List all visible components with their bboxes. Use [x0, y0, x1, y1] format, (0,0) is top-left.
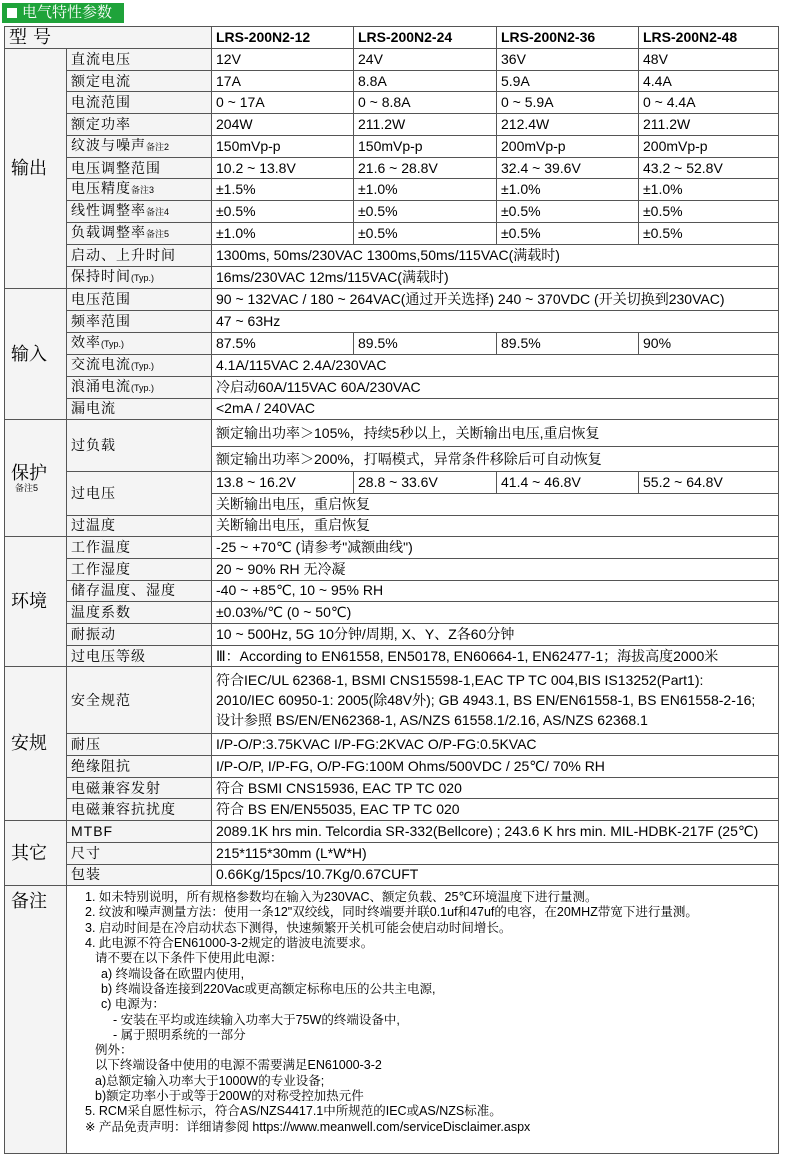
- output-row: [5, 201, 779, 223]
- row-label: [67, 734, 212, 756]
- value-cell: 0 ~ 8.8A: [354, 92, 497, 114]
- section-title: 电气特性参数: [22, 4, 113, 21]
- voltage-value: 90 ~ 132VAC / 180 ~ 264VAC(通过开关选择) 240 ~ 370VDC (开关切换到230VAC): [212, 289, 779, 311]
- value-cell: ±0.5%: [354, 201, 497, 223]
- env-value: ±0.03%/℃ (0 ~ 50℃): [212, 602, 779, 624]
- row-label: [67, 602, 212, 624]
- value-cell: 8.8A: [354, 70, 497, 92]
- value-cell: ±1.0%: [639, 179, 779, 201]
- row-label-note: 备注2: [146, 141, 170, 152]
- ov-value: 28.8 ~ 33.6V: [354, 472, 497, 494]
- row-label-text: 温度系数: [71, 604, 131, 621]
- note-line: c) 电源为：: [101, 997, 165, 1012]
- others-row: [5, 842, 779, 864]
- env-value: -25 ~ +70℃ (请参考"减额曲线"): [212, 537, 779, 559]
- safety-standard-line: 2010/IEC 60950-1: 2005(除48V外); GB 4943.1, BS EN/EN61558-1, BS EN61558-2-16;: [216, 692, 756, 709]
- value-cell: 32.4 ~ 39.6V: [497, 157, 639, 179]
- row-label-note: (Typ.): [101, 338, 125, 349]
- square-icon: [7, 8, 17, 18]
- leak-value: <2mA / 240VAC: [212, 398, 779, 420]
- row-label: [67, 49, 212, 71]
- model-row: [5, 27, 779, 49]
- row-label-note: 备注4: [146, 207, 170, 218]
- row-label: [67, 799, 212, 821]
- row-label: [67, 114, 212, 136]
- input-row: [5, 332, 779, 354]
- ac-value: 4.1A/115VAC 2.4A/230VAC: [212, 354, 779, 376]
- row-label-note: (Typ.): [131, 273, 155, 284]
- value-cell: 211.2W: [354, 114, 497, 136]
- output-row: [5, 70, 779, 92]
- row-label-text: 安全规范: [71, 691, 131, 708]
- ov-value: 13.8 ~ 16.2V: [212, 472, 354, 494]
- row-label-text: 储存温度、湿度: [71, 582, 176, 599]
- input-row: [5, 289, 779, 311]
- category-protection: [5, 420, 67, 537]
- hold-value: 16ms/230VAC 12ms/115VAC(满载时): [212, 267, 779, 289]
- output-row: [5, 114, 779, 136]
- row-label: [67, 580, 212, 602]
- emc-value: 符合 BSMI CNS15936, EAC TP TC 020: [212, 777, 779, 799]
- row-label: [67, 157, 212, 179]
- row-label-text: 尺寸: [71, 844, 101, 861]
- note-line: 请不要在以下条件下使用此电源：: [95, 951, 283, 966]
- value-cell: 150mVp-p: [212, 135, 354, 157]
- eff-value: 89.5%: [354, 332, 497, 354]
- row-label-note: (Typ.): [131, 360, 155, 371]
- protection-row: [5, 472, 779, 494]
- safety-standards: [212, 667, 779, 734]
- value-cell: ±0.5%: [212, 201, 354, 223]
- category-protection-note: 备注5: [15, 482, 39, 493]
- row-label-text: 过温度: [71, 517, 116, 534]
- note-line: b)额定功率小于或等于200W的对称受控加热元件: [95, 1089, 364, 1104]
- row-label-text: 直流电压: [71, 50, 131, 67]
- category-output: 输出: [5, 49, 67, 289]
- safety-row: [5, 734, 779, 756]
- row-label: 过电压: [67, 472, 212, 515]
- row-label-text: 效率: [71, 333, 101, 350]
- row-label-text: 耐压: [71, 736, 101, 753]
- model-name: LRS-200N2-24: [354, 27, 497, 49]
- category-safety: 安规: [5, 667, 67, 821]
- output-row: [5, 157, 779, 179]
- model-name: LRS-200N2-48: [639, 27, 779, 49]
- note-line: - 安装在平均或连续输入功率大于75W的终端设备中,: [113, 1012, 400, 1027]
- row-label: [67, 223, 212, 245]
- row-label-text: 过电压等级: [71, 647, 146, 664]
- environment-row: [5, 624, 779, 646]
- row-label: [67, 645, 212, 667]
- value-cell: 48V: [639, 49, 779, 71]
- value-cell: 150mVp-p: [354, 135, 497, 157]
- row-label-text: 工作温度: [71, 539, 131, 556]
- value-cell: 43.2 ~ 52.8V: [639, 157, 779, 179]
- row-label-text: MTBF: [71, 822, 114, 839]
- row-label: [67, 537, 212, 559]
- value-cell: 200mVp-p: [497, 135, 639, 157]
- value-cell: ±1.5%: [212, 179, 354, 201]
- row-label-note: (Typ.): [131, 382, 155, 393]
- ov-mode: 关断输出电压，重启恢复: [212, 493, 779, 515]
- mtbf-value: 2089.1K hrs min. Telcordia SR-332(Bellcore) ; 243.6 K hrs min. MIL-HDBK-217F (25℃): [212, 821, 779, 843]
- protection-row: [5, 420, 779, 447]
- value-cell: 204W: [212, 114, 354, 136]
- others-row: [5, 821, 779, 843]
- input-row: [5, 354, 779, 376]
- value-cell: ±1.0%: [212, 223, 354, 245]
- row-label: [67, 777, 212, 799]
- value-cell: 0 ~ 4.4A: [639, 92, 779, 114]
- row-label: [67, 289, 212, 311]
- note-line: a)总额定输入功率大于1000W的专业设备;: [95, 1073, 325, 1088]
- safety-standard-line: 符合IEC/UL 62368-1, BSMI CNS15598-1,EAC TP TC 004,BIS IS13252(Part1):: [216, 672, 704, 689]
- value-cell: 17A: [212, 70, 354, 92]
- environment-row: [5, 580, 779, 602]
- row-label: [67, 135, 212, 157]
- freq-value: 47 ~ 63Hz: [212, 310, 779, 332]
- category-notes: 备注: [5, 886, 67, 1154]
- row-label: [67, 310, 212, 332]
- value-cell: 36V: [497, 49, 639, 71]
- pack-value: 0.66Kg/15pcs/10.7Kg/0.67CUFT: [212, 864, 779, 886]
- output-row: [5, 267, 779, 289]
- row-label: [67, 667, 212, 734]
- env-value: -40 ~ +85℃, 10 ~ 95% RH: [212, 580, 779, 602]
- notes-row: [5, 886, 779, 1154]
- row-label: [67, 267, 212, 289]
- environment-row: [5, 558, 779, 580]
- note-line: 1. 如未特别说明，所有规格参数均在输入为230VAC、额定负载、25℃环境温度下进行量测。: [85, 890, 598, 905]
- safety-standard-line: 设计参照 BS/EN/EN62368-1, AS/NZS 61558.1/2.16, AS/NZS 62368.1: [216, 712, 648, 729]
- row-label-text: 漏电流: [71, 400, 116, 417]
- startup-value: 1300ms, 50ms/230VAC 1300ms,50ms/115VAC(满载时): [212, 245, 779, 267]
- value-cell: ±1.0%: [497, 179, 639, 201]
- withstand-value: I/P-O/P:3.75KVAC I/P-FG:2KVAC O/P-FG:0.5KVAC: [212, 734, 779, 756]
- row-label: [67, 201, 212, 223]
- row-label: [67, 624, 212, 646]
- row-label: [67, 245, 212, 267]
- inrush-value: 冷启动60A/115VAC 60A/230VAC: [212, 376, 779, 398]
- row-label: [67, 376, 212, 398]
- input-row: [5, 310, 779, 332]
- ov-value: 55.2 ~ 64.8V: [639, 472, 779, 494]
- value-cell: 200mVp-p: [639, 135, 779, 157]
- row-label: [67, 92, 212, 114]
- value-cell: 211.2W: [639, 114, 779, 136]
- row-label: [67, 515, 212, 537]
- safety-row: [5, 756, 779, 778]
- note-line: b) 终端设备连接到220Vac或更高额定标称电压的公共主电源,: [101, 981, 436, 996]
- iso-value: I/P-O/P, I/P-FG, O/P-FG:100M Ohms/500VDC / 25℃/ 70% RH: [212, 756, 779, 778]
- eff-value: 87.5%: [212, 332, 354, 354]
- output-row: [5, 223, 779, 245]
- row-label: [67, 332, 212, 354]
- row-label-text: 电压精度: [71, 180, 131, 197]
- row-label: [67, 354, 212, 376]
- safety-row: [5, 799, 779, 821]
- note-line: - 属于照明系统的一部分: [113, 1027, 246, 1042]
- row-label: [67, 70, 212, 92]
- output-row: [5, 92, 779, 114]
- row-label-text: 频率范围: [71, 312, 131, 329]
- row-label-text: 保持时间: [71, 268, 131, 285]
- category-protection-text: 保护: [11, 462, 47, 483]
- environment-row: [5, 537, 779, 559]
- row-label-text: 启动、上升时间: [71, 247, 176, 264]
- note-line: 例外：: [95, 1043, 133, 1058]
- output-row: [5, 179, 779, 201]
- row-label: [67, 179, 212, 201]
- eff-value: 89.5%: [497, 332, 639, 354]
- input-row: [5, 376, 779, 398]
- row-label-note: 备注5: [146, 229, 170, 240]
- env-value: Ⅲ：According to EN61558, EN50178, EN60664-1, EN62477-1；海拔高度2000米: [212, 645, 779, 667]
- output-row: [5, 135, 779, 157]
- row-label-text: 额定功率: [71, 115, 131, 132]
- value-cell: 24V: [354, 49, 497, 71]
- section-header: [2, 3, 124, 23]
- ems-value: 符合 BS EN/EN55035, EAC TP TC 020: [212, 799, 779, 821]
- note-line: 4. 此电源不符合EN61000-3-2规定的谐波电流要求。: [85, 936, 374, 951]
- row-label: [67, 864, 212, 886]
- notes-content: [67, 886, 779, 1154]
- value-cell: 12V: [212, 49, 354, 71]
- row-label-text: 交流电流: [71, 355, 131, 372]
- output-row: [5, 49, 779, 71]
- safety-row: [5, 777, 779, 799]
- category-environment: 环境: [5, 537, 67, 667]
- row-label-text: 绝缘阻抗: [71, 757, 131, 774]
- value-cell: ±0.5%: [639, 201, 779, 223]
- ov-value: 41.4 ~ 46.8V: [497, 472, 639, 494]
- value-cell: ±0.5%: [354, 223, 497, 245]
- ot-value: 关断输出电压，重启恢复: [212, 515, 779, 537]
- others-row: [5, 864, 779, 886]
- row-label-text: 耐振动: [71, 625, 116, 642]
- value-cell: 5.9A: [497, 70, 639, 92]
- model-label: 型号: [5, 27, 212, 49]
- category-input: 输入: [5, 289, 67, 420]
- row-label: [67, 558, 212, 580]
- eff-value: 90%: [639, 332, 779, 354]
- category-others: 其它: [5, 821, 67, 886]
- note-line: 5. RCM采自愿性标示，符合AS/NZS4417.1中所规范的IEC或AS/NZS标准。: [85, 1104, 502, 1119]
- environment-row: [5, 602, 779, 624]
- row-label-text: 电磁兼容抗扰度: [71, 801, 176, 818]
- value-cell: ±0.5%: [497, 223, 639, 245]
- env-value: 10 ~ 500Hz, 5G 10分钟/周期, X、Y、Z各60分钟: [212, 624, 779, 646]
- value-cell: 0 ~ 17A: [212, 92, 354, 114]
- value-cell: 0 ~ 5.9A: [497, 92, 639, 114]
- model-name: LRS-200N2-12: [212, 27, 354, 49]
- row-label-text: 线性调整率: [71, 202, 146, 219]
- row-label-text: 电磁兼容发射: [71, 779, 161, 796]
- row-label-text: 电压调整范围: [71, 159, 161, 176]
- note-line: 2. 纹波和噪声测量方法：使用一条12"双绞线，同时终端要并联0.1uf和47uf的电容，在20MHZ带宽下进行量测。: [85, 905, 698, 920]
- row-label-text: 包装: [71, 866, 101, 883]
- protection-row: [5, 515, 779, 537]
- safety-row: [5, 667, 779, 734]
- row-label: [67, 398, 212, 420]
- overload-line: 额定输出功率＞105%，持续5秒以上，关断输出电压,重启恢复: [212, 420, 779, 447]
- note-line: a) 终端设备在欧盟内使用,: [101, 966, 245, 981]
- value-cell: ±1.0%: [354, 179, 497, 201]
- value-cell: ±0.5%: [497, 201, 639, 223]
- value-cell: 10.2 ~ 13.8V: [212, 157, 354, 179]
- row-label-text: 电压范围: [71, 290, 131, 307]
- row-label-text: 额定电流: [71, 72, 131, 89]
- value-cell: 212.4W: [497, 114, 639, 136]
- dim-value: 215*115*30mm (L*W*H): [212, 842, 779, 864]
- row-label: [67, 842, 212, 864]
- overload-line: 额定输出功率＞200%，打嗝模式，异常条件移除后可自动恢复: [212, 447, 779, 472]
- row-label-text: 负载调整率: [71, 224, 146, 241]
- row-label-text: 电流范围: [71, 94, 131, 111]
- row-label-text: 浪涌电流: [71, 377, 131, 394]
- environment-row: [5, 645, 779, 667]
- value-cell: 21.6 ~ 28.8V: [354, 157, 497, 179]
- spec-table: [4, 26, 779, 1154]
- row-label-note: 备注3: [131, 185, 155, 196]
- note-line: ※ 产品免责声明：详细请参阅 https://www.meanwell.com/serviceDisclaimer.aspx: [85, 1119, 531, 1134]
- env-value: 20 ~ 90% RH 无冷凝: [212, 558, 779, 580]
- row-label-text: 纹波与噪声: [71, 136, 146, 153]
- input-row: [5, 398, 779, 420]
- row-label: [67, 821, 212, 843]
- output-row: [5, 245, 779, 267]
- value-cell: ±0.5%: [639, 223, 779, 245]
- note-line: 以下终端设备中使用的电源不需要满足EN61000-3-2: [95, 1058, 382, 1073]
- model-name: LRS-200N2-36: [497, 27, 639, 49]
- note-line: 3. 启动时间是在冷启动状态下测得，快速频繁开关机可能会使启动时间增长。: [85, 920, 512, 935]
- row-label: 过负载: [67, 420, 212, 472]
- row-label-text: 工作湿度: [71, 560, 131, 577]
- value-cell: 4.4A: [639, 70, 779, 92]
- row-label: [67, 756, 212, 778]
